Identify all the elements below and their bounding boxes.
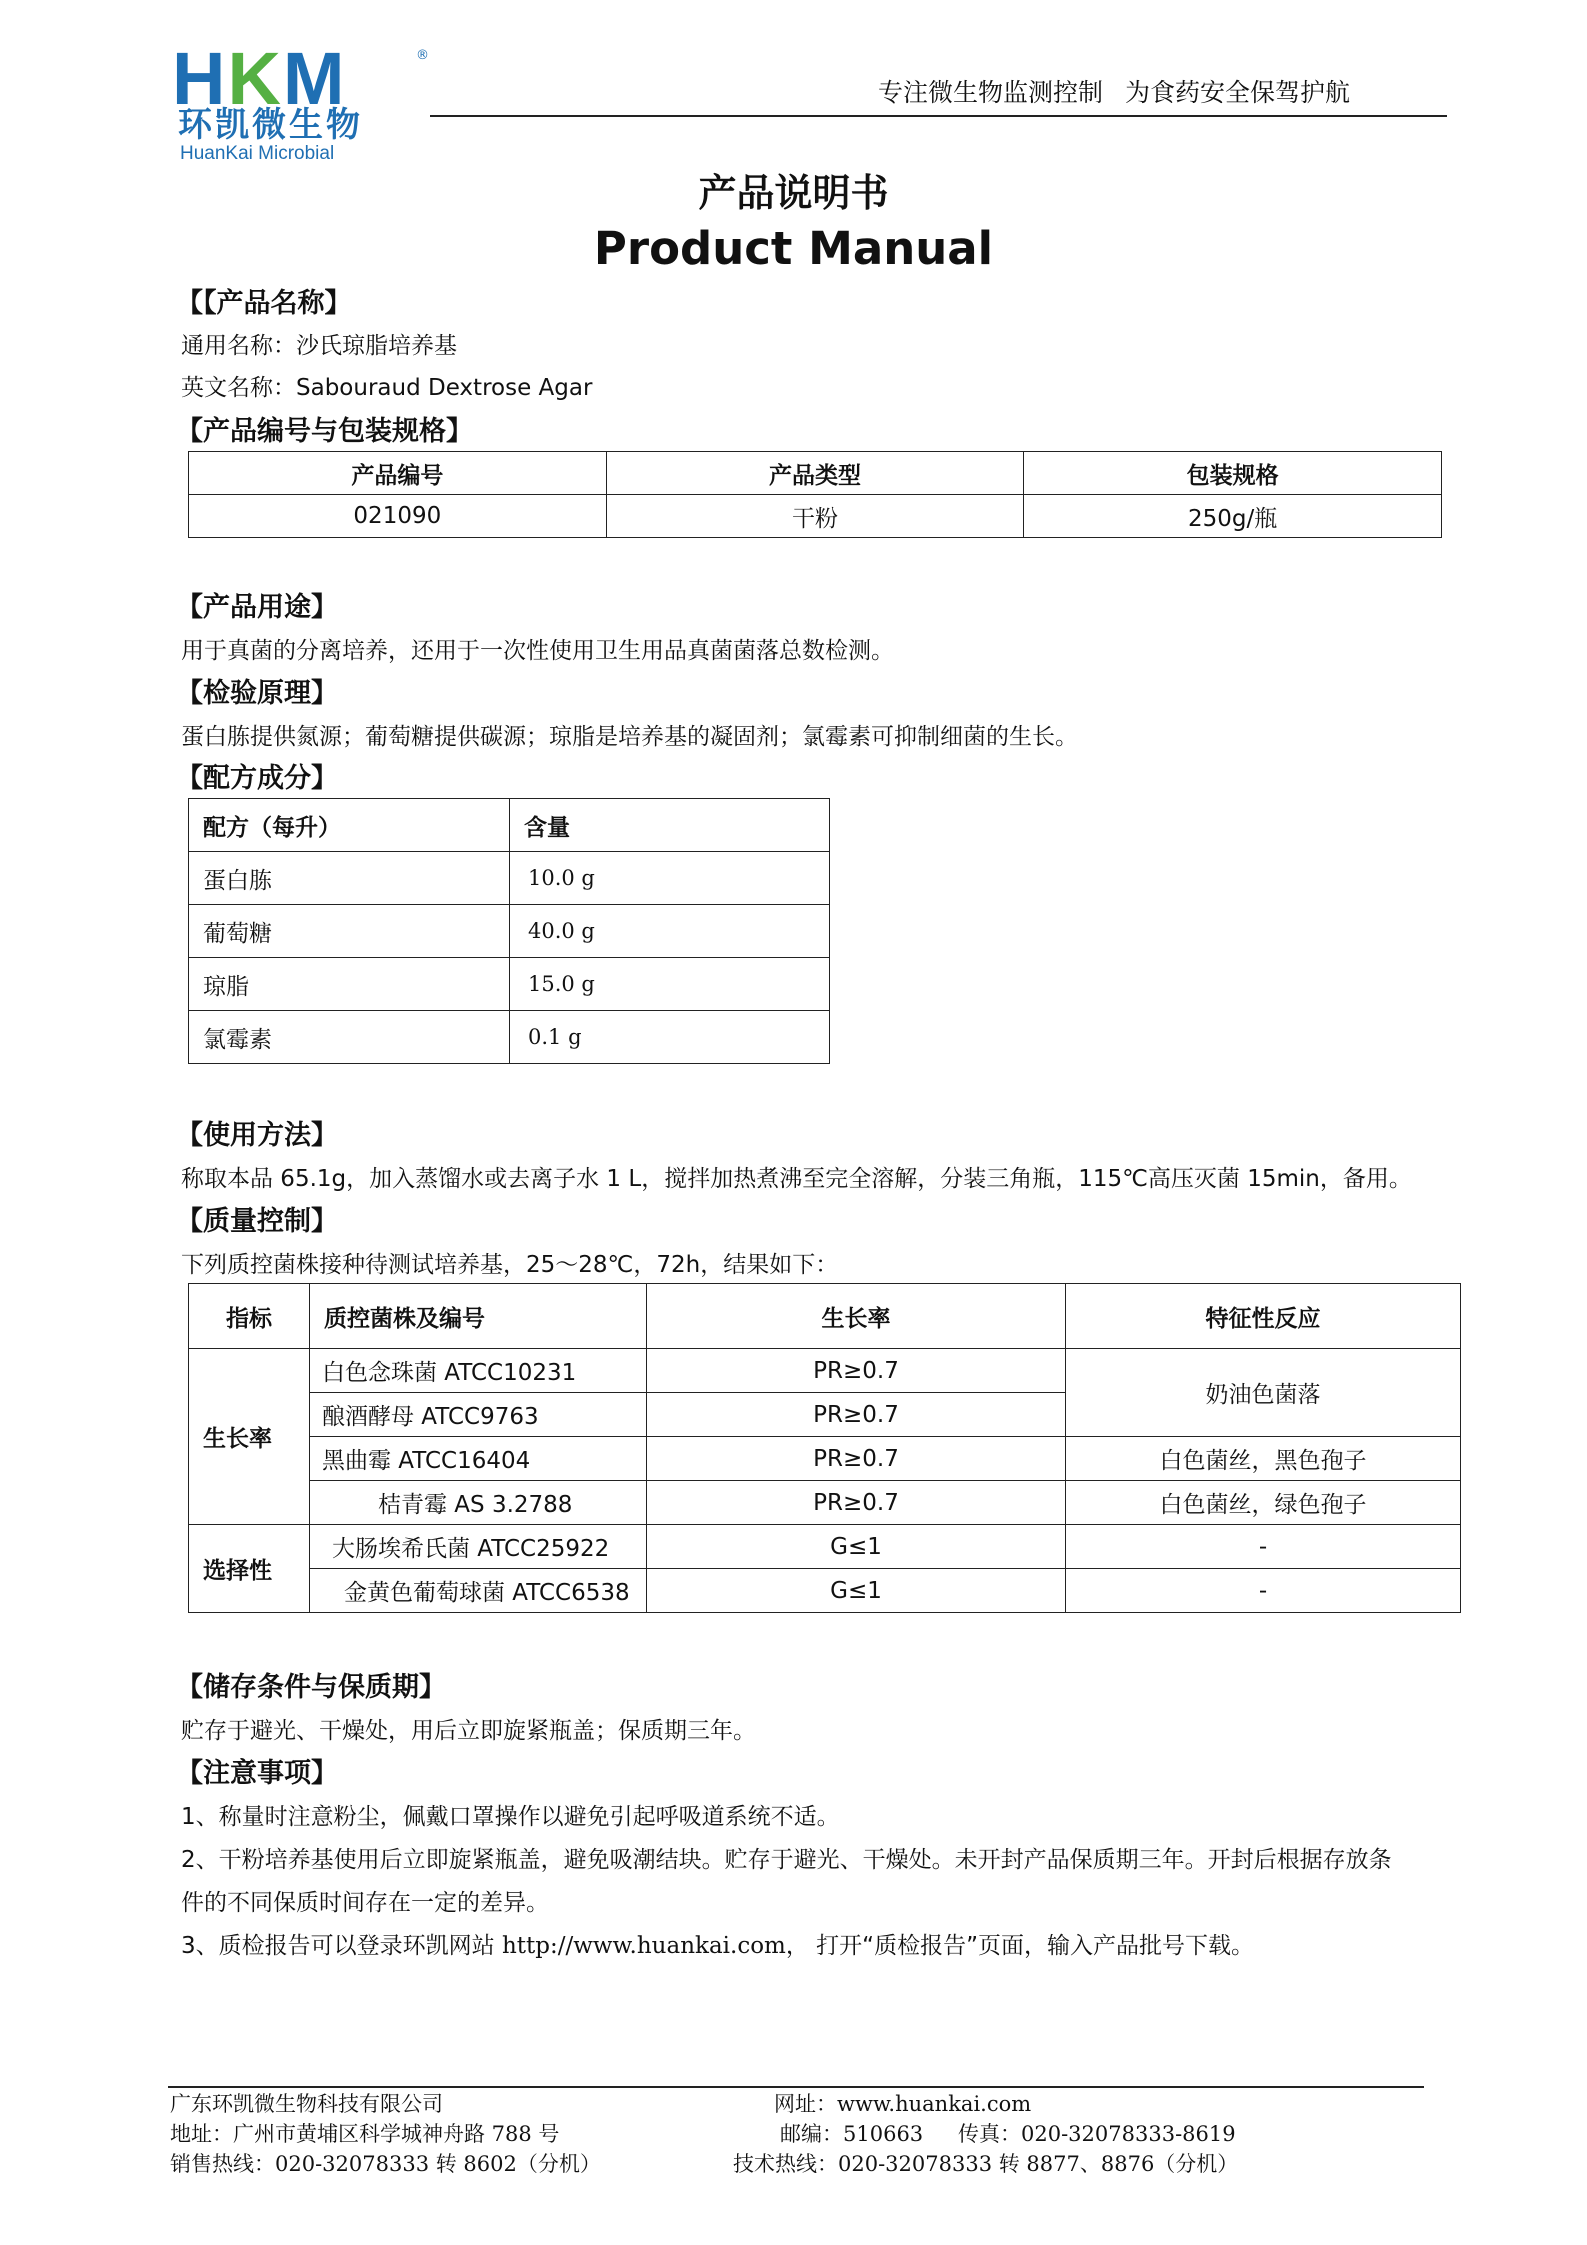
note-3-prefix: 3、质检报告可以登录环凯网站 [181, 1933, 502, 1959]
logo-letter-m: M [282, 37, 347, 120]
characteristic-reaction: - [1066, 1525, 1461, 1569]
table-header-cell: 含量 [510, 799, 830, 852]
note-2-line-1: 2、干粉培养基使用后立即旋紧瓶盖，避免吸潮结块。贮存于避光、干燥处。未开封产品保质期三年。开封后根据存放条 [181, 1847, 1392, 1873]
common-name: 通用名称：沙氏琼脂培养基 [181, 333, 457, 359]
product-code: 021090 [189, 495, 607, 538]
footer-address: 地址：广州市黄埔区科学城神舟路 788 号 [170, 2122, 560, 2146]
footer-website: 网址：www.huankai.com [774, 2092, 1032, 2116]
growth-rate: PR≥0.7 [647, 1393, 1066, 1437]
section-heading-principle: 【检验原理】 [176, 678, 338, 709]
footer-divider [168, 2086, 1424, 2088]
principle-text: 蛋白胨提供氮源；葡萄糖提供碳源；琼脂是培养基的凝固剂；氯霉素可抑制细菌的生长。 [181, 724, 1078, 750]
ingredient-amount: 0.1 g [510, 1011, 830, 1064]
qc-intro: 下列质控菌株接种待测试培养基，25～28℃，72h，结果如下： [181, 1252, 839, 1278]
page-title-en: Product Manual [593, 222, 994, 275]
table-header-cell: 质控菌株及编号 [310, 1284, 647, 1349]
growth-rate: G≤1 [647, 1569, 1066, 1613]
growth-rate: PR≥0.7 [647, 1481, 1066, 1525]
table-header-row [189, 1284, 1461, 1349]
table-header-cell: 包装规格 [1024, 452, 1442, 495]
growth-rate: G≤1 [647, 1525, 1066, 1569]
note-3 [181, 1935, 1254, 1958]
characteristic-reaction: 白色菌丝，黑色孢子 [1066, 1437, 1461, 1481]
section-heading-storage: 【储存条件与保质期】 [176, 1672, 446, 1703]
qc-table [188, 1283, 1461, 1613]
characteristic-reaction: - [1066, 1569, 1461, 1613]
note-1: 1、称量时注意粉尘，佩戴口罩操作以避免引起呼吸道系统不适。 [181, 1804, 840, 1830]
table-row [189, 1437, 1461, 1481]
product-type: 干粉 [606, 495, 1024, 538]
table-row [189, 1349, 1461, 1393]
table-header-row [189, 452, 1442, 495]
characteristic-reaction: 白色菌丝，绿色孢子 [1066, 1481, 1461, 1525]
logo-letter-h: H [172, 37, 228, 120]
note-3-suffix: ， 打开“质检报告”页面，输入产品批号下载。 [785, 1933, 1255, 1959]
category-growth: 生长率 [189, 1349, 310, 1525]
table-row [189, 1011, 830, 1064]
strain-name: 桔青霉 AS 3.2788 [310, 1481, 647, 1525]
table-header-cell: 指标 [189, 1284, 310, 1349]
table-row [189, 1525, 1461, 1569]
table-header-cell: 特征性反应 [1066, 1284, 1461, 1349]
header-slogan: 专注微生物监测控制 为食药安全保驾护航 [878, 78, 1350, 107]
logo-chinese-name: 环凯微生物 [178, 105, 363, 145]
growth-rate: PR≥0.7 [647, 1349, 1066, 1393]
strain-name: 大肠埃希氏菌 ATCC25922 [310, 1525, 647, 1569]
table-row [189, 1569, 1461, 1613]
table-row [189, 905, 830, 958]
footer-company: 广东环凯微生物科技有限公司 [170, 2092, 443, 2116]
table-row [189, 1481, 1461, 1525]
table-header-cell: 配方（每升） [189, 799, 510, 852]
section-heading-notes: 【注意事项】 [176, 1758, 338, 1789]
storage-text: 贮存于避光、干燥处，用后立即旋紧瓶盖；保质期三年。 [181, 1718, 756, 1744]
method-text: 称取本品 65.1g，加入蒸馏水或去离子水 1 L，搅拌加热煮沸至完全溶解，分装三角瓶，115℃高压灭菌 15min，备用。 [181, 1166, 1412, 1192]
package-size: 250g/瓶 [1024, 495, 1442, 538]
formula-table [188, 798, 830, 1064]
ingredient-amount: 40.0 g [510, 905, 830, 958]
section-heading-spec: 【产品编号与包装规格】 [176, 416, 473, 447]
table-header-row [189, 799, 830, 852]
characteristic-reaction: 奶油色菌落 [1066, 1349, 1461, 1437]
page-title-cn: 产品说明书 [698, 171, 889, 215]
english-name: 英文名称：Sabouraud Dextrose Agar [181, 375, 593, 401]
ingredient-amount: 10.0 g [510, 852, 830, 905]
table-header-cell: 产品类型 [606, 452, 1024, 495]
section-heading-usage: 【产品用途】 [176, 592, 338, 623]
section-heading-formula: 【配方成分】 [176, 763, 338, 794]
footer-tech-hotline: 技术热线：020-32078333 转 8877、8876（分机） [733, 2152, 1239, 2176]
note-2-line-2: 件的不同保质时间存在一定的差异。 [181, 1890, 549, 1916]
strain-name: 酿酒酵母 ATCC9763 [310, 1393, 647, 1437]
table-header-cell: 生长率 [647, 1284, 1066, 1349]
table-row [189, 852, 830, 905]
strain-name: 黑曲霉 ATCC16404 [310, 1437, 647, 1481]
section-heading-method: 【使用方法】 [176, 1120, 338, 1151]
usage-text: 用于真菌的分离培养，还用于一次性使用卫生用品真菌菌落总数检测。 [181, 638, 894, 664]
spec-table [188, 451, 1442, 538]
table-row [189, 958, 830, 1011]
section-heading-qc: 【质量控制】 [176, 1206, 338, 1237]
registered-mark: ® [416, 48, 429, 63]
category-selectivity: 选择性 [189, 1525, 310, 1613]
logo-letter-k: K [227, 37, 283, 120]
ingredient-amount: 15.0 g [510, 958, 830, 1011]
ingredient-name: 蛋白胨 [189, 852, 510, 905]
website-link[interactable]: http://www.huankai.com [501, 1933, 786, 1959]
growth-rate: PR≥0.7 [647, 1437, 1066, 1481]
section-heading-product-name: 【【产品名称】 [176, 288, 352, 319]
table-row [189, 495, 1442, 538]
footer-postcode: 邮编：510663 [780, 2122, 924, 2146]
footer-fax: 传真：020-32078333-8619 [958, 2122, 1236, 2146]
strain-name: 白色念珠菌 ATCC10231 [310, 1349, 647, 1393]
ingredient-name: 琼脂 [189, 958, 510, 1011]
logo-english-name: HuanKai Microbial [180, 143, 335, 164]
ingredient-name: 葡萄糖 [189, 905, 510, 958]
table-header-cell: 产品编号 [189, 452, 607, 495]
footer-sales-hotline: 销售热线：020-32078333 转 8602（分机） [170, 2152, 601, 2176]
header-divider [430, 115, 1447, 117]
strain-name: 金黄色葡萄球菌 ATCC6538 [310, 1569, 647, 1613]
ingredient-name: 氯霉素 [189, 1011, 510, 1064]
